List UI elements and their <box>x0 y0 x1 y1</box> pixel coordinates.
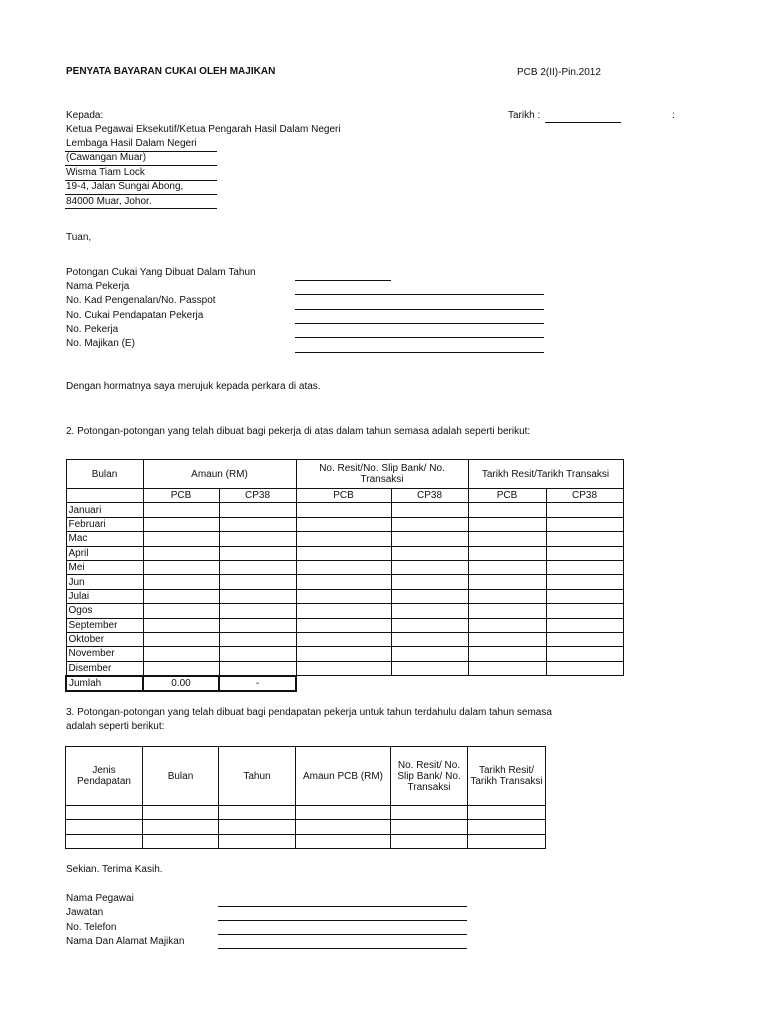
total-pcb: 0.00 <box>143 676 219 691</box>
address-line: 84000 Muar, Johor. <box>66 196 152 207</box>
phone-field[interactable] <box>218 934 467 935</box>
total-cp38: - <box>219 676 296 691</box>
header-resit: No. Resit/No. Slip Bank/ No. Transaksi <box>296 460 468 489</box>
table-row <box>66 517 623 531</box>
year-field[interactable] <box>295 280 391 281</box>
date-label: Tarikh : <box>508 110 541 121</box>
header-amaun: Amaun (RM) <box>143 460 296 489</box>
table-row <box>66 618 623 632</box>
date-colon: : <box>672 110 675 121</box>
header-jenis: Jenis Pendapatan <box>66 747 143 806</box>
header-resit: No. Resit/ No. Slip Bank/ No. Transaksi <box>391 747 468 806</box>
particular-label: Potongan Cukai Yang Dibuat Dalam Tahun <box>66 267 256 278</box>
particular-label: No. Pekerja <box>66 324 119 335</box>
address-line: Ketua Pegawai Eksekutif/Ketua Pengarah Hasil Dalam Negeri <box>66 124 341 135</box>
paragraph-2: 2. Potongan-potongan yang telah dibuat bagi pekerja di atas dalam tahun semasa adalah seperti berikut: <box>66 426 531 437</box>
table-row <box>66 589 623 603</box>
month-label: November <box>66 647 143 661</box>
month-label: Mei <box>66 560 143 574</box>
address-line: Lembaga Hasil Dalam Negeri <box>66 138 197 149</box>
table-row <box>66 834 546 848</box>
address-line: Wisma Tiam Lock <box>66 167 145 178</box>
particular-label: No. Cukai Pendapatan Pekerja <box>66 310 204 321</box>
employee-no-field[interactable] <box>295 337 544 338</box>
total-row <box>66 676 623 691</box>
address-line: (Cawangan Muar) <box>66 152 147 163</box>
subheader-pcb: PCB <box>296 489 391 503</box>
table-row <box>66 806 546 820</box>
month-label: Jun <box>66 575 143 589</box>
paragraph-1: Dengan hormatnya saya merujuk kepada perkara di atas. <box>66 381 321 392</box>
table-row <box>66 647 623 661</box>
paragraph-3-cont: adalah seperti berikut: <box>66 721 165 732</box>
signoff-label: Jawatan <box>66 907 104 918</box>
particular-label: No. Kad Pengenalan/No. Passpot <box>66 295 216 306</box>
table-row <box>66 661 623 675</box>
form-code: PCB 2(II)-Pin.2012 <box>517 67 601 78</box>
table-row <box>66 575 623 589</box>
signoff-label: Nama Dan Alamat Majikan <box>66 936 185 947</box>
salutation: Tuan, <box>66 232 92 243</box>
month-label: Ogos <box>66 604 143 618</box>
prior-year-table <box>65 746 546 849</box>
header-bulan: Bulan <box>66 460 143 489</box>
header-bulan: Bulan <box>143 747 219 806</box>
subheader-cp38: CP38 <box>391 489 468 503</box>
header-tarikh: Tarikh Resit/ Tarikh Transaksi <box>468 747 546 806</box>
employer-no-field[interactable] <box>295 352 544 353</box>
month-label: Julai <box>66 589 143 603</box>
signoff-label: Nama Pegawai <box>66 893 134 904</box>
month-label: September <box>66 618 143 632</box>
subheader-cp38: CP38 <box>546 489 623 503</box>
month-label: Disember <box>66 661 143 675</box>
total-label: Jumlah <box>66 676 143 691</box>
income-tax-no-field[interactable] <box>295 323 544 324</box>
paragraph-3: 3. Potongan-potongan yang telah dibuat bagi pendapatan pekerja untuk tahun terdahulu dalam tahun semasa <box>66 707 552 718</box>
closing-text: Sekian. Terima Kasih. <box>66 864 163 875</box>
date-field[interactable] <box>545 122 621 123</box>
table-row <box>66 532 623 546</box>
to-label: Kepada: <box>66 110 104 121</box>
table-row <box>66 546 623 560</box>
table-row <box>66 820 546 834</box>
employer-address-field[interactable] <box>218 948 467 949</box>
table-row <box>66 560 623 574</box>
table-row <box>66 604 623 618</box>
officer-name-field[interactable] <box>218 906 467 907</box>
address-line: 19-4, Jalan Sungai Abong, <box>66 181 184 192</box>
subheader-pcb: PCB <box>468 489 546 503</box>
subheader-cp38: CP38 <box>219 489 296 503</box>
header-tahun: Tahun <box>219 747 296 806</box>
form-title: PENYATA BAYARAN CUKAI OLEH MAJIKAN <box>66 66 276 77</box>
month-label: Februari <box>66 517 143 531</box>
month-label: April <box>66 546 143 560</box>
signoff-label: No. Telefon <box>66 922 117 933</box>
table-row <box>66 503 623 517</box>
employee-name-field[interactable] <box>295 294 544 295</box>
month-label: Oktober <box>66 632 143 646</box>
month-label: Januari <box>66 503 143 517</box>
subheader-pcb: PCB <box>143 489 219 503</box>
header-tarikh: Tarikh Resit/Tarikh Transaksi <box>468 460 623 489</box>
position-field[interactable] <box>218 920 467 921</box>
particular-label: Nama Pekerja <box>66 281 130 292</box>
deductions-table <box>65 459 624 692</box>
month-label: Mac <box>66 532 143 546</box>
particular-label: No. Majikan (E) <box>66 338 135 349</box>
header-amaun-pcb: Amaun PCB (RM) <box>296 747 391 806</box>
table-row <box>66 632 623 646</box>
ic-passport-field[interactable] <box>295 309 544 310</box>
